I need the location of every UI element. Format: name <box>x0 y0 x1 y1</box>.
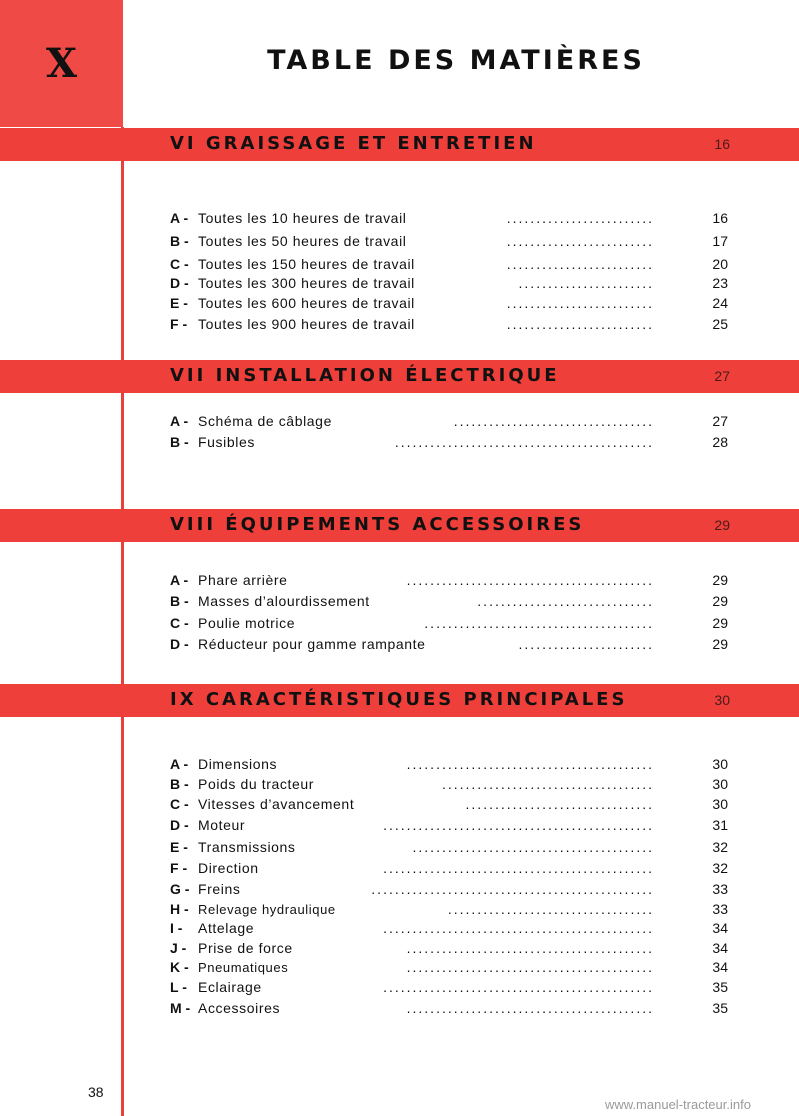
section-title: IX CARACTÉRISTIQUES PRINCIPALES <box>170 689 628 710</box>
toc-entry <box>170 591 730 612</box>
entry-page: 31 <box>712 817 728 833</box>
dot-leader: .......................................... <box>406 572 654 588</box>
dot-leader: ................................... <box>447 901 654 917</box>
toc-entry <box>170 613 730 634</box>
entry-label: Dimensions <box>198 756 278 772</box>
dot-leader: ......................... <box>506 233 654 249</box>
entry-page: 30 <box>712 776 728 792</box>
entry-letter: F - <box>170 316 188 332</box>
entry-letter: A - <box>170 756 189 772</box>
entry-page: 32 <box>712 860 728 876</box>
dot-leader: .......................................... <box>406 1000 654 1016</box>
toc-entry <box>170 273 730 294</box>
section-band-vii <box>0 360 799 393</box>
entry-letter: A - <box>170 210 189 226</box>
entry-letter: K - <box>170 959 189 975</box>
section-page: 16 <box>714 136 730 152</box>
entry-page: 29 <box>712 636 728 652</box>
entry-label: Accessoires <box>198 1000 281 1016</box>
toc-entry <box>170 815 730 836</box>
left-margin-rule <box>121 127 124 1116</box>
dot-leader: .............................................. <box>383 860 654 876</box>
section-letter: X <box>45 40 78 87</box>
entry-page: 30 <box>712 756 728 772</box>
entry-letter: H - <box>170 901 189 917</box>
toc-entry <box>170 899 730 920</box>
dot-leader: ............................................ <box>394 434 654 450</box>
toc-entry <box>170 314 730 335</box>
dot-leader: .................................... <box>441 776 654 792</box>
section-band-ix <box>0 684 799 717</box>
entry-page: 24 <box>712 295 728 311</box>
dot-leader: ....................................... <box>424 615 654 631</box>
corner-red-block <box>0 0 123 127</box>
dot-leader: .............................................. <box>383 979 654 995</box>
dot-leader: ......................... <box>506 210 654 226</box>
entry-page: 16 <box>712 210 728 226</box>
entry-letter: B - <box>170 593 189 609</box>
entry-label: Attelage <box>198 920 255 936</box>
entry-page: 34 <box>712 959 728 975</box>
entry-letter: B - <box>170 233 189 249</box>
section-band-vi <box>0 128 799 161</box>
entry-letter: I - <box>170 920 183 936</box>
entry-label: Moteur <box>198 817 246 833</box>
entry-label: Toutes les 900 heures de travail <box>198 316 415 332</box>
entry-page: 28 <box>712 434 728 450</box>
dot-leader: ......................... <box>506 316 654 332</box>
toc-entry <box>170 411 730 432</box>
entry-label: Toutes les 50 heures de travail <box>198 233 407 249</box>
toc-entry <box>170 231 730 252</box>
section-page: 30 <box>714 692 730 708</box>
entry-page: 34 <box>712 920 728 936</box>
entry-letter: A - <box>170 572 189 588</box>
entry-label: Freins <box>198 881 241 897</box>
entry-page: 23 <box>712 275 728 291</box>
dot-leader: .............................................. <box>383 817 654 833</box>
entry-label: Toutes les 300 heures de travail <box>198 275 415 291</box>
entry-letter: B - <box>170 776 189 792</box>
entry-page: 17 <box>712 233 728 249</box>
entry-letter: D - <box>170 817 189 833</box>
entry-page: 32 <box>712 839 728 855</box>
toc-entry <box>170 754 730 775</box>
section-title: VI GRAISSAGE ET ENTRETIEN <box>170 133 537 154</box>
entry-letter: F - <box>170 860 188 876</box>
entry-label: Eclairage <box>198 979 262 995</box>
toc-entry <box>170 432 730 453</box>
toc-entry <box>170 998 730 1019</box>
entry-page: 30 <box>712 796 728 812</box>
section-title: VIII ÉQUIPEMENTS ACCESSOIRES <box>170 514 585 535</box>
entry-letter: C - <box>170 796 189 812</box>
entry-label: Toutes les 600 heures de travail <box>198 295 415 311</box>
entry-label: Phare arrière <box>198 572 288 588</box>
section-band-viii <box>0 509 799 542</box>
toc-entry <box>170 957 730 978</box>
page-number: 38 <box>88 1084 104 1100</box>
toc-entry <box>170 879 730 900</box>
entry-label: Transmissions <box>198 839 296 855</box>
entry-letter: J - <box>170 940 187 956</box>
toc-entry <box>170 837 730 858</box>
entry-letter: C - <box>170 615 189 631</box>
toc-entry <box>170 794 730 815</box>
entry-label: Prise de force <box>198 940 293 956</box>
section-page: 29 <box>714 517 730 533</box>
entry-label: Réducteur pour gamme rampante <box>198 636 426 652</box>
entry-letter: G - <box>170 881 190 897</box>
entry-label: Schéma de câblage <box>198 413 332 429</box>
entry-letter: D - <box>170 636 189 652</box>
dot-leader: .......................................... <box>406 756 654 772</box>
footer-url: www.manuel-tracteur.info <box>605 1097 751 1112</box>
toc-entry <box>170 977 730 998</box>
entry-label: Toutes les 10 heures de travail <box>198 210 407 226</box>
entry-label: Poids du tracteur <box>198 776 315 792</box>
entry-label: Toutes les 150 heures de travail <box>198 256 415 272</box>
section-page: 27 <box>714 368 730 384</box>
entry-letter: L - <box>170 979 187 995</box>
toc-entry <box>170 938 730 959</box>
toc-entry <box>170 858 730 879</box>
dot-leader: .............................. <box>477 593 654 609</box>
dot-leader: ....................... <box>518 275 654 291</box>
entry-page: 35 <box>712 979 728 995</box>
dot-leader: ......................... <box>506 295 654 311</box>
entry-page: 20 <box>712 256 728 272</box>
entry-page: 33 <box>712 901 728 917</box>
entry-page: 27 <box>712 413 728 429</box>
entry-letter: D - <box>170 275 189 291</box>
dot-leader: .......................................... <box>406 940 654 956</box>
entry-letter: B - <box>170 434 189 450</box>
entry-label: Direction <box>198 860 259 876</box>
entry-page: 25 <box>712 316 728 332</box>
entry-letter: A - <box>170 413 189 429</box>
entry-letter: C - <box>170 256 189 272</box>
entry-label: Fusibles <box>198 434 255 450</box>
section-title: VII INSTALLATION ÉLECTRIQUE <box>170 365 560 386</box>
entry-label: Masses d’alourdissement <box>198 593 370 609</box>
toc-entry <box>170 293 730 314</box>
entry-page: 34 <box>712 940 728 956</box>
entry-letter: E - <box>170 295 188 311</box>
entry-letter: E - <box>170 839 188 855</box>
entry-letter: M - <box>170 1000 191 1016</box>
toc-entry <box>170 634 730 655</box>
entry-page: 29 <box>712 572 728 588</box>
entry-label: Pneumatiques <box>198 960 289 975</box>
toc-entry <box>170 208 730 229</box>
toc-entry <box>170 570 730 591</box>
page-title: TABLE DES MATIÈRES <box>267 45 645 76</box>
toc-entry <box>170 918 730 939</box>
dot-leader: ....................... <box>518 636 654 652</box>
dot-leader: ......................... <box>506 256 654 272</box>
toc-entry <box>170 774 730 795</box>
entry-label: Vitesses d’avancement <box>198 796 355 812</box>
dot-leader: .................................. <box>453 413 654 429</box>
entry-page: 29 <box>712 593 728 609</box>
entry-page: 35 <box>712 1000 728 1016</box>
dot-leader: ................................................ <box>371 881 654 897</box>
dot-leader: ................................ <box>465 796 654 812</box>
entry-label: Poulie motrice <box>198 615 296 631</box>
dot-leader: .............................................. <box>383 920 654 936</box>
toc-entry <box>170 254 730 275</box>
entry-label: Relevage hydraulique <box>198 902 336 917</box>
dot-leader: ......................................... <box>412 839 654 855</box>
entry-page: 29 <box>712 615 728 631</box>
dot-leader: .......................................... <box>406 959 654 975</box>
entry-page: 33 <box>712 881 728 897</box>
